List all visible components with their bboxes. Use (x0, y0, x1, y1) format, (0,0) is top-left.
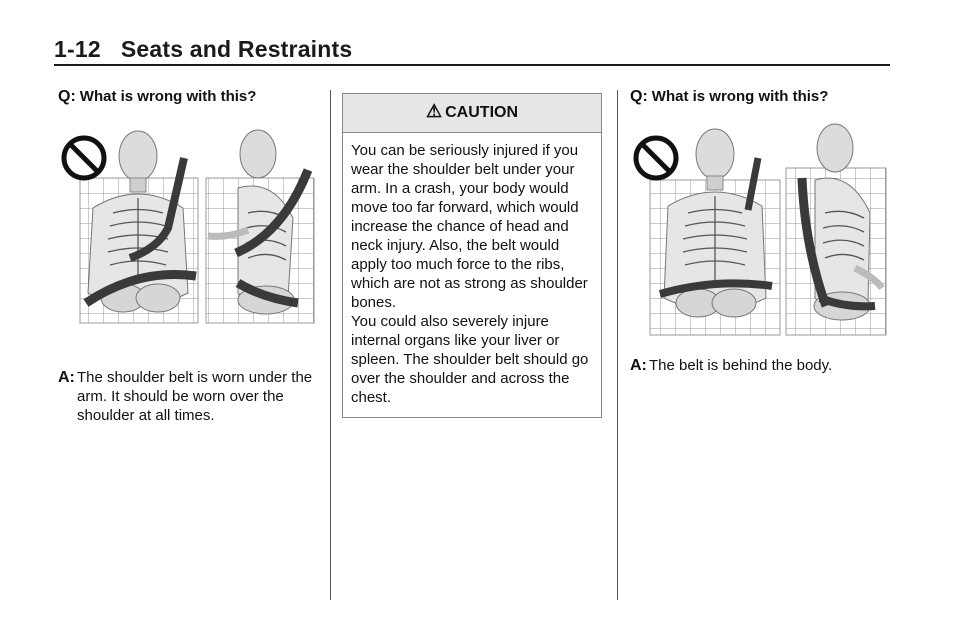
answer-label: A: (58, 369, 75, 386)
question-label: Q: (630, 88, 648, 105)
page-number: 1-12 (54, 36, 101, 62)
belt-under-arm-illustration (58, 118, 318, 330)
header-title (54, 36, 890, 63)
answer-label: A: (630, 357, 647, 374)
illustration-svg (58, 118, 318, 330)
belt-behind-body-illustration (630, 118, 890, 342)
warning-triangle-icon: ⚠ (425, 100, 443, 121)
question-label: Q: (58, 88, 76, 105)
answer-text: The shoulder belt is worn under the arm. It should be worn over the shoulder at all times. (77, 369, 313, 424)
caution-box (342, 93, 602, 418)
page-header (54, 36, 890, 66)
prohibited-icon (636, 138, 676, 178)
answer-text: The belt is behind the body. (649, 357, 833, 374)
right-question (630, 88, 890, 106)
right-answer (630, 356, 890, 375)
caution-title: CAUTION (445, 104, 519, 121)
right-column (630, 88, 890, 375)
illustration-svg (630, 118, 890, 342)
caution-paragraph-1: You can be seriously injured if you wear the shoulder belt under your arm. In a crash, your body would move too far forward, which would increase the chance of head and neck injury. Also, the belt would apply too much force to the ribs, which are not as strong as shoulder bones. (351, 142, 588, 311)
header-rule (54, 64, 890, 66)
column-divider-left (330, 90, 331, 600)
left-answer (58, 368, 316, 425)
section-title: Seats and Restraints (120, 36, 353, 62)
column-divider-right (617, 90, 618, 600)
question-text: What is wrong with this? (79, 88, 257, 105)
caution-paragraph-2: You could also severely injure internal organs like your liver or spleen. The shoulder belt should go over the shoulder and across the chest. (351, 313, 589, 406)
caution-header (343, 94, 601, 133)
question-text: What is wrong with this? (651, 88, 829, 105)
middle-column (342, 93, 604, 418)
left-question (58, 88, 316, 106)
caution-body (343, 133, 601, 417)
left-column (58, 88, 316, 425)
prohibited-icon (64, 138, 104, 178)
